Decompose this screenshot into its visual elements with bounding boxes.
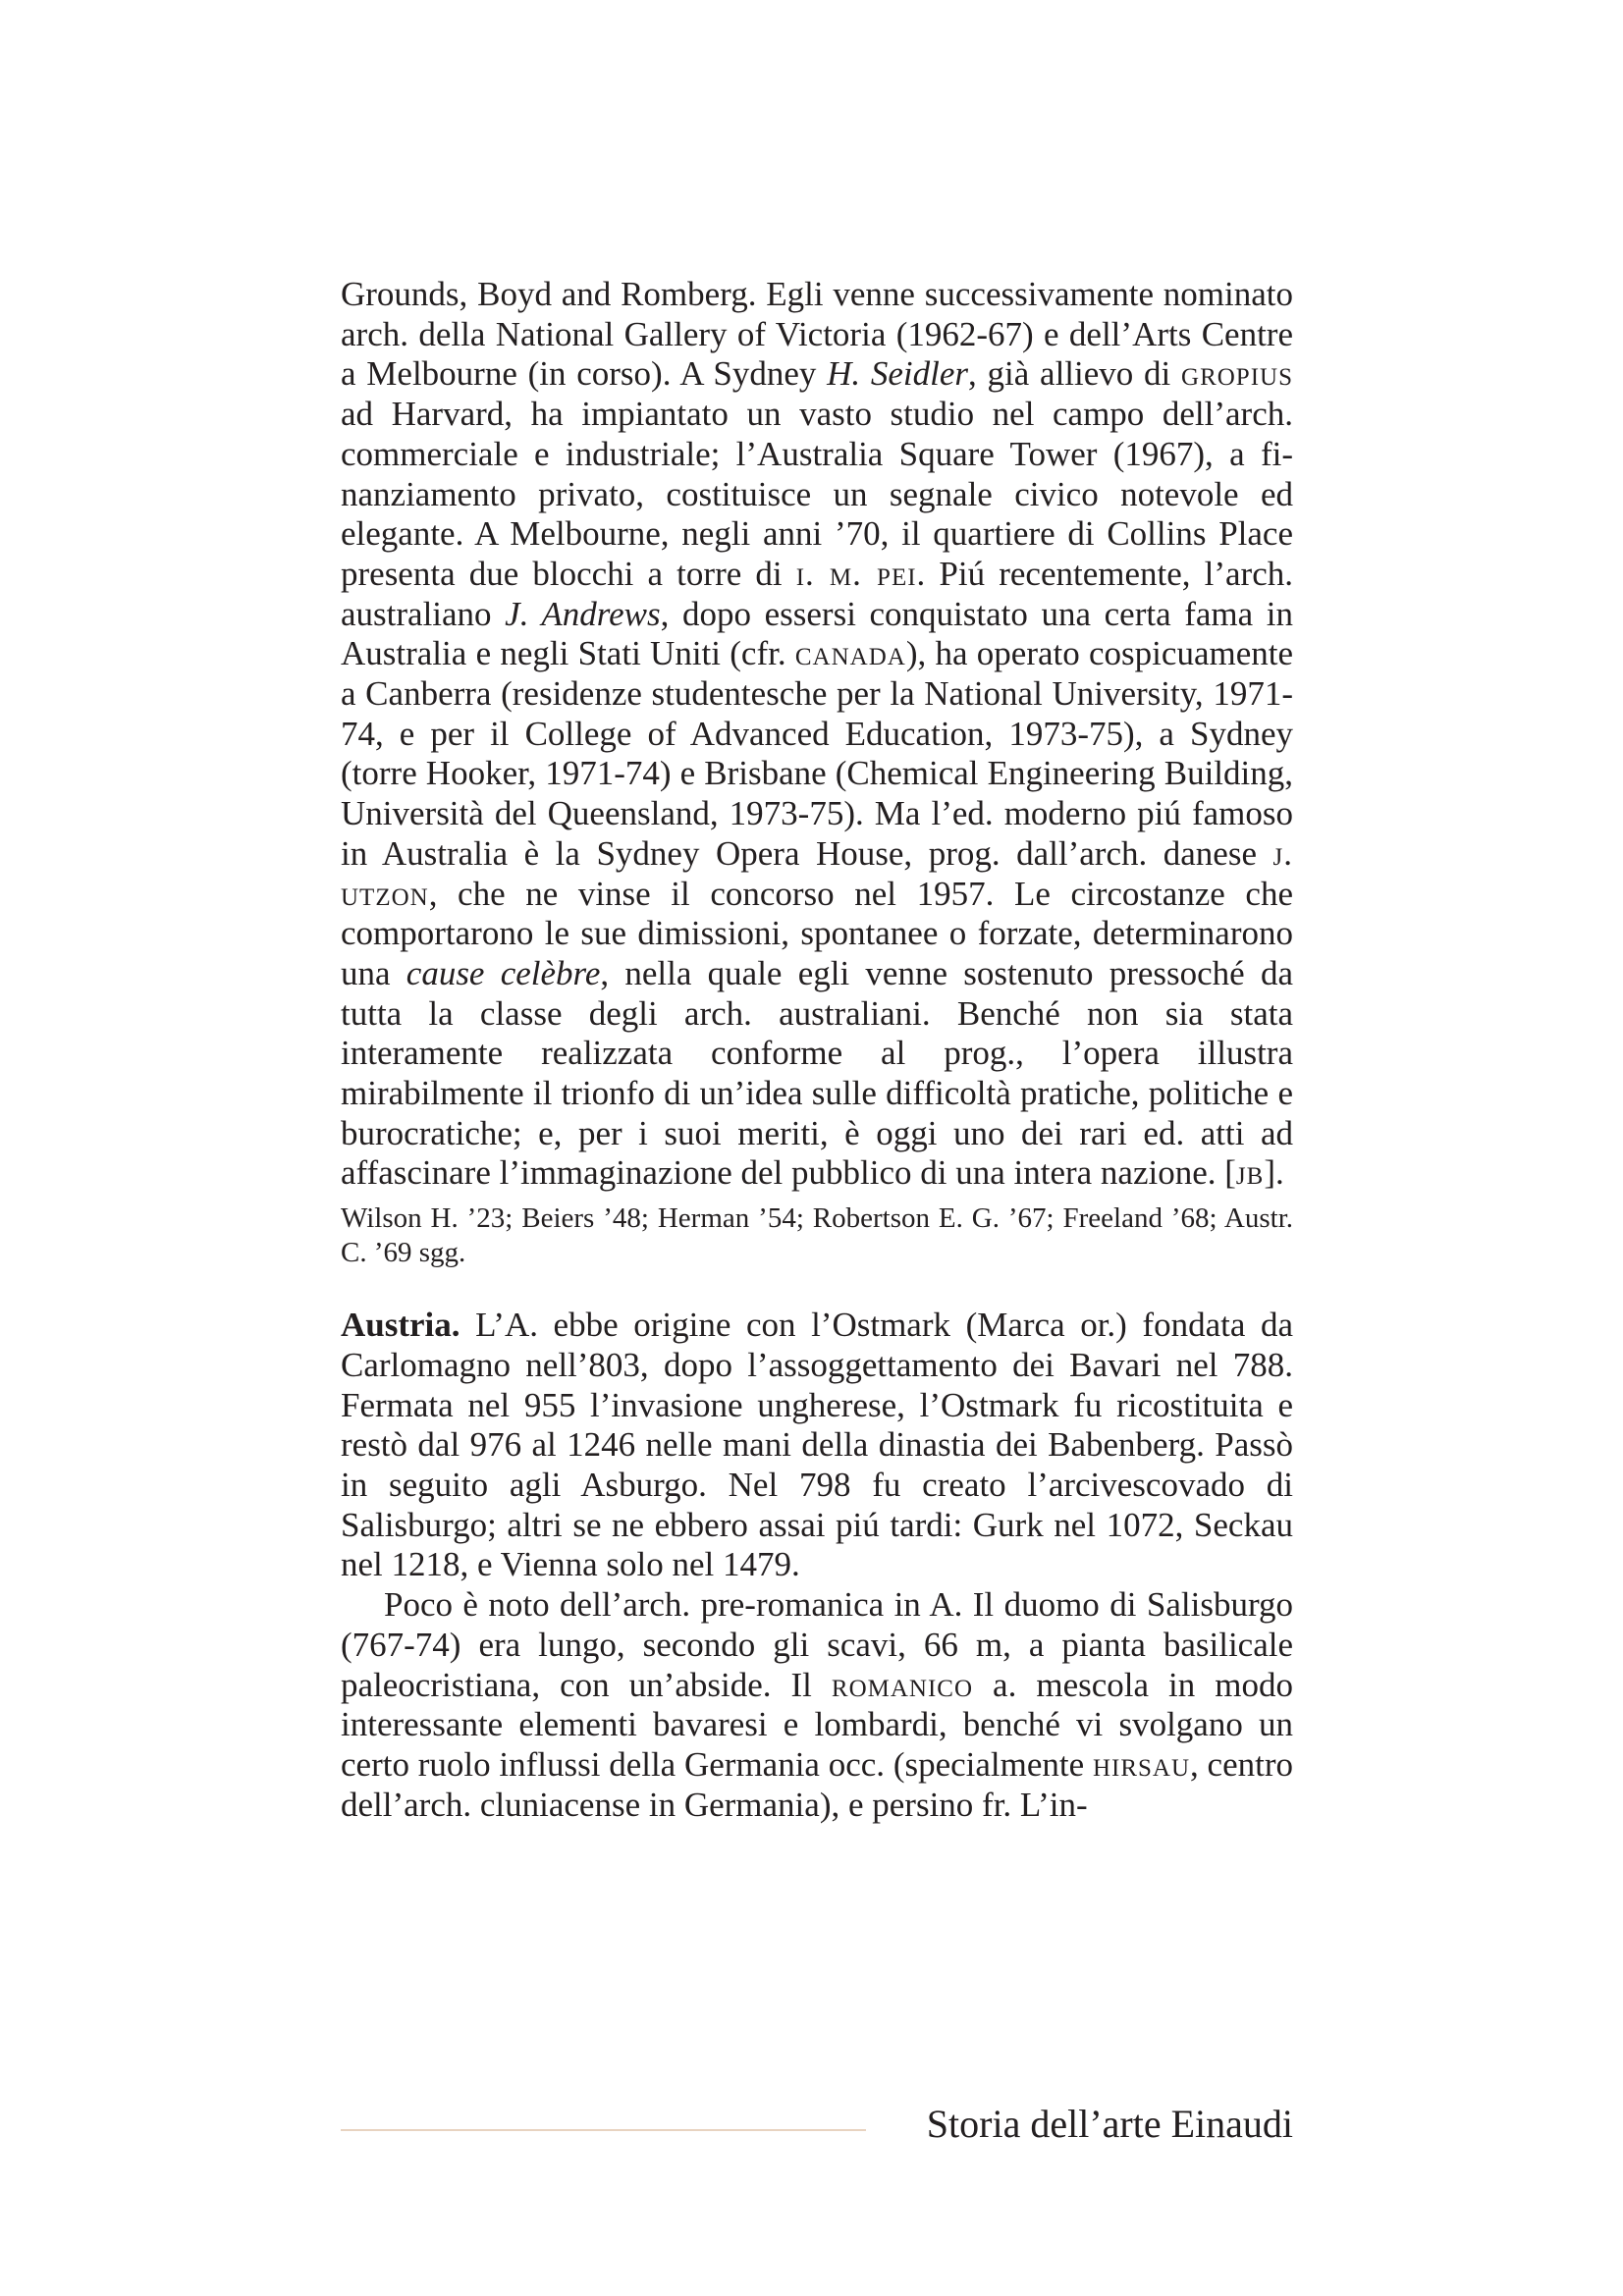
entry-separator: [341, 1270, 1293, 1306]
australia-continuation-paragraph: Grounds, Boyd and Romberg. Egli venne successivamente nominato arch. della National Gallery of Victoria (1962-67) e dell’Arts Centre a Melbourne (in corso). A Sydney H. Seidler, già allievo di gropius ad Harvard, ha impiantato un vasto studio nel campo dell’arch. commerciale e industriale; l’Australia Square Tower (1967), a finanziamento privato, costituisce un segnale civico notevole ed elegante. A Melbourne, negli anni ’70, il quartiere di Collins Place presenta due blocchi a torre di i. m. pei. Piú recentemente, l’arch. australiano J. Andrews, dopo essersi conquistato una certa fama in Australia e negli Stati Uniti (cfr. canada), ha operato cospicuamente a Canberra (residenze studentesche per la National University, 1971-74, e per il College of Advanced Education, 1973-75), a Sydney (torre Hooker, 1971-74) e Brisbane (Chemical Engineering Building, Università del Queensland, 1973-75). Ma l’ed. moderno piú famoso in Australia è la Sydney Opera House, prog. dall’arch. danese j. utzon, che ne vinse il concorso nel 1957. Le circostanze che comportarono le sue dimissioni, spontanee o forzate, determinarono una cause celèbre, nella quale egli venne sostenuto pressoché da tutta la classe degli arch. australiani. Benché non sia stata interamente realizzata conforme al prog., l’opera illustra mirabilmente il trionfo di un’idea sulle difficoltà pratiche, politiche e burocratiche; e, per i suoi meriti, è oggi uno dei rari ed. atti ad affascinare l’immaginazione del pubblico di una intera nazione. [jb].: [341, 275, 1293, 1193]
cross-reference-canada: canada: [794, 634, 906, 673]
main-text-column: [341, 275, 1293, 1825]
footer-rule: [341, 2129, 866, 2131]
austria-paragraph-1: Austria. L’A. ebbe origine con l’Ostmark (Marca or.) fondata da Carlomagno nell’803, dopo l’assoggettamento dei Bavari nel 788. Fermata nel 955 l’invasione ungherese, l’Ostmark fu ricostituita e restò dal 976 al 1246 nelle mani della dinastia dei Babenberg. Passò in seguito agli Asburgo. Nel 798 fu creato l’arcivescovado di Salisburgo; altri se ne ebbero assai piú tardi: Gurk nel 1072, Seckau nel 1218, e Vienna solo nel 1479.: [341, 1306, 1293, 1584]
cross-reference-hirsau: hirsau: [1092, 1744, 1191, 1784]
page-footer: [341, 2101, 1293, 2150]
author-initials: jb: [1235, 1153, 1265, 1193]
italic-phrase-cause-celebre: cause celèbre: [406, 953, 601, 992]
architect-name-seidler: H. Seidler: [827, 354, 969, 394]
cross-reference-pei: i. m. pei: [795, 554, 917, 593]
austria-paragraph-2: Poco è noto dell’arch. pre-romanica in A. Il duomo di Salisburgo (767-74) era lungo, secondo gli scavi, 66 m, a pianta basilicale paleocristiana, con un’abside. Il romanico a. mescola in modo interessante elementi bavaresi e lombardi, benché vi svolgano un certo ruolo influssi della Germania occ. (specialmente hirsau, centro dell’arch. cluniacense in Germania), e persino fr. L’in-: [341, 1585, 1293, 1824]
cross-reference-gropius: gropius: [1181, 354, 1293, 394]
cross-reference-romanico: romanico: [831, 1665, 974, 1704]
cross-reference-utzon: j. utzon: [341, 833, 1293, 913]
footer-title: Storia dell’arte Einaudi: [926, 2102, 1293, 2146]
entry-heading-austria: Austria.: [341, 1306, 460, 1345]
architect-name-andrews: J. Andrews: [505, 594, 661, 633]
australia-bibliography: Wilson H. ’23; Beiers ’48; Herman ’54; Robertson E. G. ’67; Freeland ’68; Austr. C. ’69 sgg.: [341, 1202, 1293, 1269]
